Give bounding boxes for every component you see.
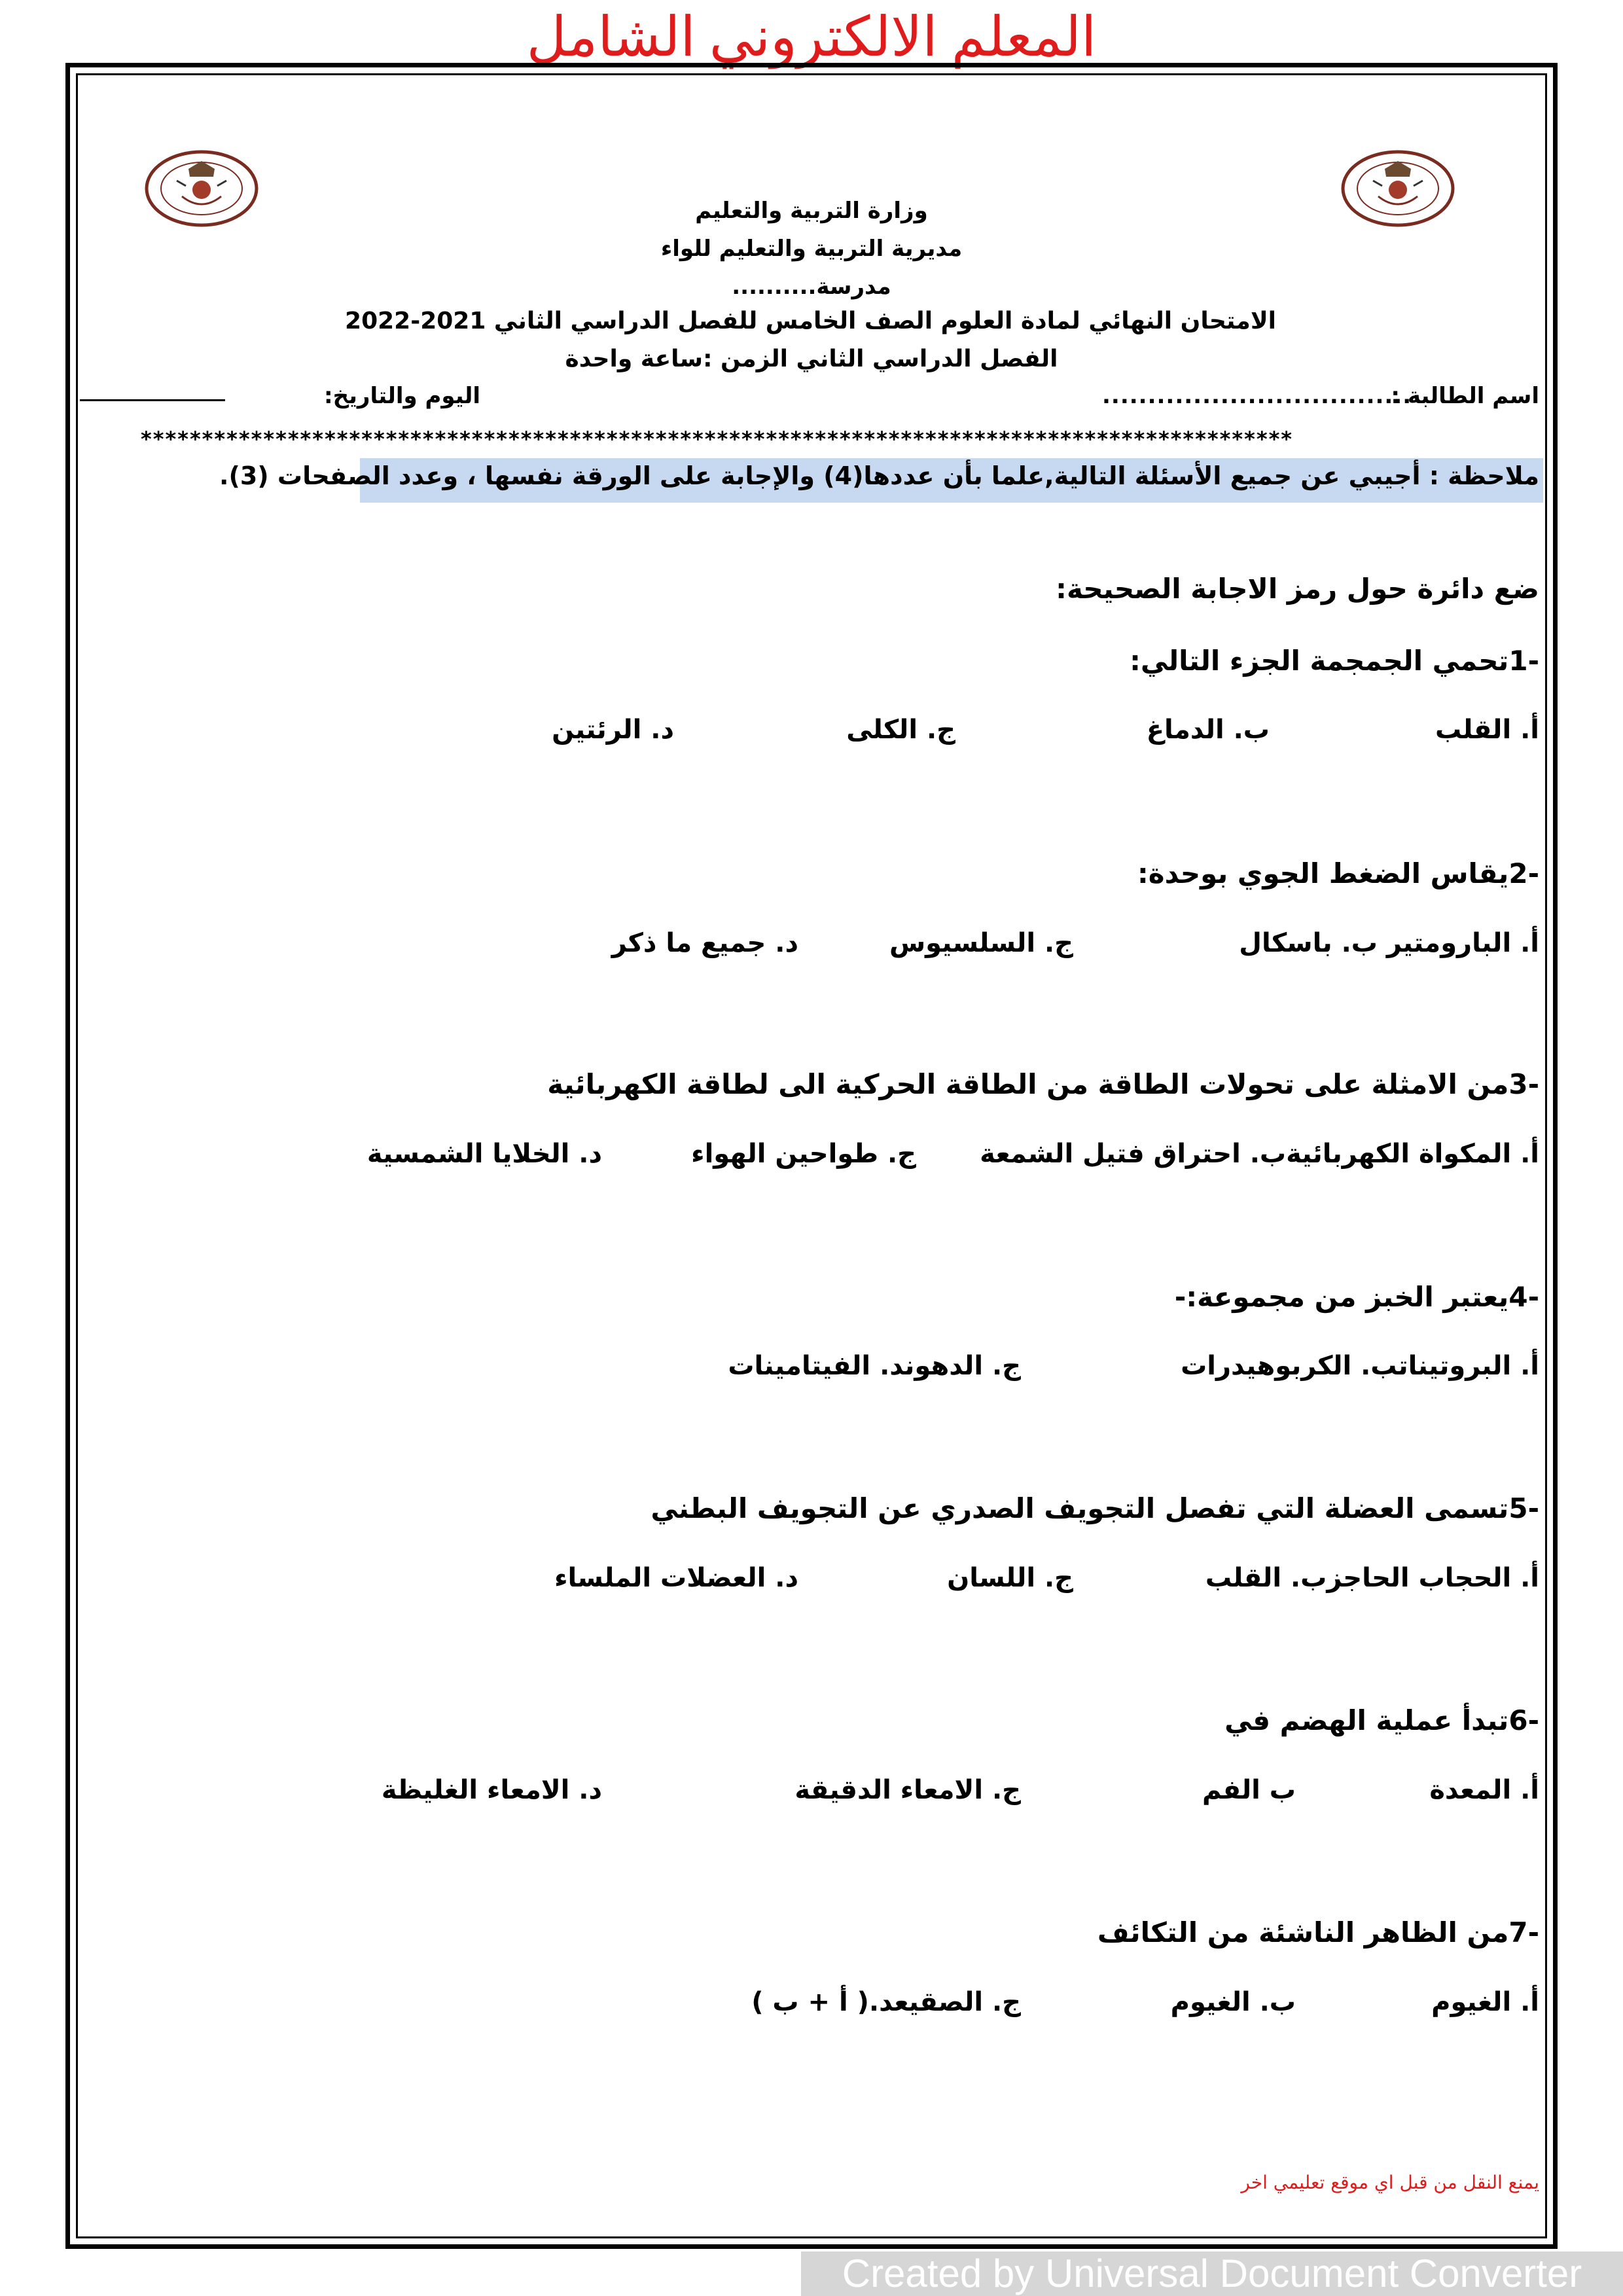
- site-title: المعلم الالكتروني الشامل: [526, 7, 1097, 68]
- exam-title: الامتحان النهائي لمادة العلوم الصف الخامس للفصل الدراسي الثاني 2021-2022: [345, 308, 1276, 334]
- q6-option-a[interactable]: أ. المعدة: [1429, 1775, 1539, 1805]
- instruction: ضع دائرة حول رمز الاجابة الصحيحة:: [1056, 573, 1539, 605]
- directorate-name: مديرية التربية والتعليم للواء: [660, 236, 963, 262]
- question-3: -3من الامثلة على تحولات الطاقة من الطاقة الحركية الى لطاقة الكهربائية: [547, 1068, 1539, 1100]
- question-1: -1تحمي الجمجمة الجزء التالي:: [1130, 645, 1539, 677]
- converter-watermark: Created by Universal Document Converter: [801, 2251, 1623, 2296]
- q5-option-d[interactable]: د. العضلات الملساء: [554, 1563, 798, 1593]
- left-seal-icon: [143, 149, 260, 228]
- q3-option-d[interactable]: د. الخلايا الشمسية: [366, 1139, 602, 1169]
- q7-option-b[interactable]: ب. الغيوم: [1170, 1987, 1296, 2017]
- term-and-time: الفصل الدراسي الثاني الزمن :ساعة واحدة: [565, 346, 1058, 372]
- question-6: -6تبدأ عملية الهضم في: [1224, 1704, 1539, 1736]
- q3-option-ab[interactable]: أ. المكواة الكهربائيةب. احتراق فتيل الشمعة: [980, 1139, 1539, 1169]
- separator-stars: **********************************************************************************************: [141, 427, 1294, 452]
- q4-option-cd[interactable]: ج. الدهوند. الفيتامينات: [728, 1351, 1021, 1381]
- q5-option-c[interactable]: ج. اللسان: [947, 1563, 1073, 1593]
- copy-notice: يمنع النقل من قبل اي موقع تعليمي اخر: [1241, 2172, 1539, 2193]
- q1-option-d[interactable]: د. الرئتين: [552, 715, 674, 745]
- q2-option-ab[interactable]: أ. البارومتير ب. باسكال: [1239, 928, 1539, 958]
- q1-option-c[interactable]: ج. الكلى: [846, 715, 955, 745]
- question-5: -5تسمى العضلة التي تفصل التجويف الصدري عن التجويف البطني: [651, 1492, 1539, 1524]
- q7-option-cd[interactable]: ج. الصقيعد.( أ + ب ): [751, 1987, 1021, 2017]
- q6-option-c[interactable]: ج. الامعاء الدقيقة: [794, 1775, 1021, 1805]
- q1-option-a[interactable]: أ. القلب: [1435, 715, 1539, 745]
- q6-option-b[interactable]: ب الفم: [1202, 1775, 1296, 1805]
- q1-option-b[interactable]: ب. الدماغ: [1146, 715, 1270, 745]
- question-2: -2يقاس الضغط الجوي بوحدة:: [1137, 857, 1539, 889]
- school-name: مدرسة..........: [732, 274, 891, 300]
- question-7: -7من الظاهر الناشئة من التكائف: [1097, 1916, 1539, 1948]
- q7-option-a[interactable]: أ. الغيوم: [1431, 1987, 1539, 2017]
- q5-option-ab[interactable]: أ. الحجاب الحاجزب. القلب: [1205, 1563, 1539, 1593]
- q2-option-c[interactable]: ج. السلسيوس: [889, 928, 1073, 958]
- date-label: اليوم والتاريخ:: [324, 383, 481, 409]
- question-4: -4يعتبر الخبز من مجموعة:-: [1174, 1281, 1539, 1313]
- q6-option-d[interactable]: د. الامعاء الغليظة: [381, 1775, 602, 1805]
- q2-option-d[interactable]: د. جميع ما ذكر: [611, 928, 798, 958]
- student-name-dots[interactable]: ..................................: [1102, 383, 1412, 409]
- right-seal-icon: [1339, 149, 1457, 228]
- q4-option-ab[interactable]: أ. البروتيناتب. الكربوهيدرات: [1181, 1351, 1539, 1381]
- ministry-name: وزارة التربية والتعليم: [695, 198, 928, 224]
- date-blank-line[interactable]: [80, 399, 225, 401]
- student-name-label: اسم الطالبة :: [1391, 383, 1539, 409]
- exam-note: ملاحظة : أجيبي عن جميع الأسئلة التالية,علما بأن عددها(4) والإجابة على الورقة نفسها ، وعدد الصفحات (3).: [219, 461, 1539, 490]
- q3-option-c[interactable]: ج. طواحين الهواء: [691, 1139, 916, 1169]
